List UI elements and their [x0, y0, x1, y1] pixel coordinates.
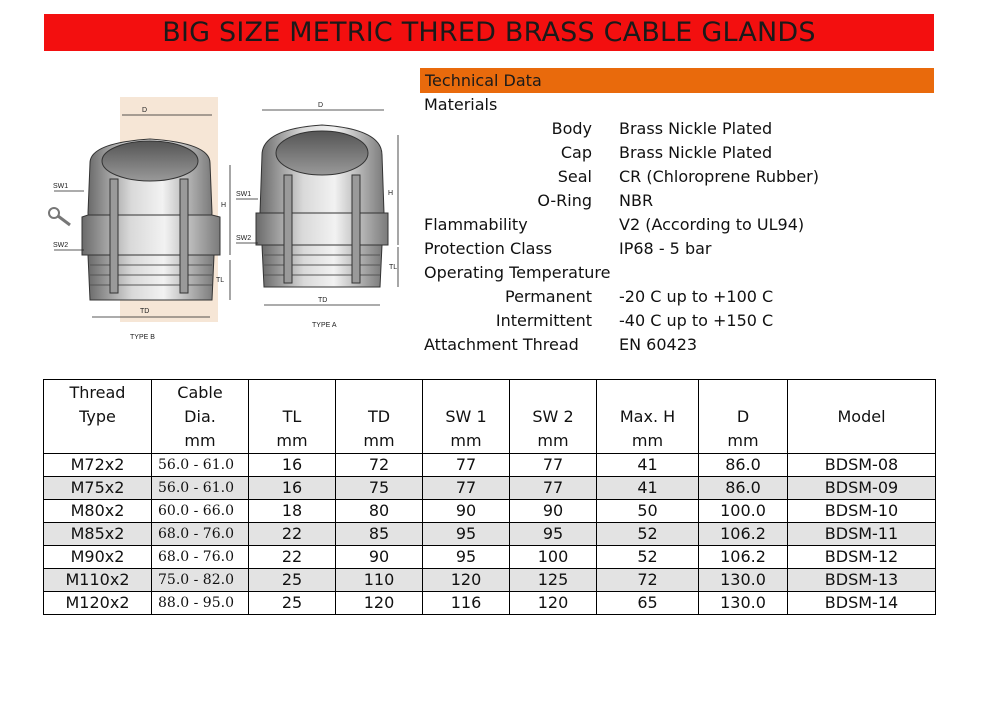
cell-sw1: 77 — [423, 454, 510, 477]
tech-label: Seal — [557, 167, 592, 186]
tech-value: V2 (According to UL94) — [619, 215, 805, 234]
cell-sw1: 116 — [423, 592, 510, 615]
header-td: TD mm — [336, 380, 423, 454]
cell-model: BDSM-11 — [788, 523, 936, 546]
table-row — [44, 592, 936, 615]
table-row — [44, 569, 936, 592]
header-max-h: Max. H mm — [597, 380, 699, 454]
cell-tl: 25 — [249, 592, 336, 615]
technical-data-header: Technical Data — [420, 68, 934, 93]
cell-thread-type: M120x2 — [44, 592, 152, 615]
cell-d: 106.2 — [699, 546, 788, 569]
cell-thread-type: M75x2 — [44, 477, 152, 500]
cell-sw2: 90 — [510, 500, 597, 523]
cell-cable-dia: 56.0 - 61.0 — [152, 477, 249, 500]
cell-cable-dia: 88.0 - 95.0 — [152, 592, 249, 615]
table-row — [44, 500, 936, 523]
header-cable-dia: Cable Dia. mm — [152, 380, 249, 454]
header-thread-type: Thread Type — [44, 380, 152, 454]
table-row — [44, 477, 936, 500]
cell-tl: 16 — [249, 454, 336, 477]
cell-max-h: 52 — [597, 523, 699, 546]
header-d: D mm — [699, 380, 788, 454]
label-h-a: H — [388, 190, 394, 197]
cell-d: 86.0 — [699, 477, 788, 500]
tech-value: NBR — [619, 191, 654, 210]
label-d-b: D — [142, 107, 148, 114]
tech-value: IP68 - 5 bar — [619, 239, 712, 258]
table-row — [44, 546, 936, 569]
tech-row-attachment — [420, 333, 934, 357]
header-tl: TL mm — [249, 380, 336, 454]
cell-max-h: 41 — [597, 477, 699, 500]
cell-model: BDSM-08 — [788, 454, 936, 477]
cell-model: BDSM-10 — [788, 500, 936, 523]
cell-thread-type: M72x2 — [44, 454, 152, 477]
cell-sw2: 77 — [510, 477, 597, 500]
caption-type-a: TYPE A — [312, 322, 337, 329]
cell-max-h: 41 — [597, 454, 699, 477]
table-row — [44, 454, 936, 477]
cell-td: 90 — [336, 546, 423, 569]
tech-value: CR (Chloroprene Rubber) — [619, 167, 819, 186]
cell-tl: 16 — [249, 477, 336, 500]
page-title: BIG SIZE METRIC THRED BRASS CABLE GLANDS — [162, 17, 816, 48]
cell-thread-type: M110x2 — [44, 569, 152, 592]
tech-label: O-Ring — [537, 191, 592, 210]
label-tl-b: TL — [216, 277, 225, 284]
tech-value: -40 C up to +150 C — [619, 311, 774, 330]
tech-row-materials — [420, 93, 934, 117]
cell-max-h: 72 — [597, 569, 699, 592]
wrench-icon — [49, 208, 70, 225]
tech-row-protection — [420, 237, 934, 261]
label-tl-a: TL — [389, 264, 398, 271]
cell-sw2: 125 — [510, 569, 597, 592]
cell-thread-type: M85x2 — [44, 523, 152, 546]
cell-td: 75 — [336, 477, 423, 500]
cell-d: 86.0 — [699, 454, 788, 477]
cell-td: 120 — [336, 592, 423, 615]
cell-sw2: 95 — [510, 523, 597, 546]
cell-sw1: 90 — [423, 500, 510, 523]
tech-value: Brass Nickle Plated — [619, 143, 773, 162]
materials-label: Materials — [424, 95, 498, 114]
title-banner — [44, 14, 934, 51]
tech-row-body — [420, 117, 934, 141]
cell-model: BDSM-13 — [788, 569, 936, 592]
tech-label: Operating Temperature — [424, 263, 611, 282]
cell-d: 100.0 — [699, 500, 788, 523]
cell-max-h: 52 — [597, 546, 699, 569]
cell-cable-dia: 75.0 - 82.0 — [152, 569, 249, 592]
cell-sw1: 95 — [423, 523, 510, 546]
table-header-row — [44, 380, 936, 454]
header-model: Model — [788, 380, 936, 454]
label-sw2-a: SW2 — [236, 235, 252, 242]
cell-cable-dia: 68.0 - 76.0 — [152, 523, 249, 546]
cable-gland-drawing — [40, 95, 418, 353]
type-b-gland — [82, 139, 220, 300]
cell-cable-dia: 68.0 - 76.0 — [152, 546, 249, 569]
tech-row-permanent — [420, 285, 934, 309]
cell-td: 110 — [336, 569, 423, 592]
tech-row-seal — [420, 165, 934, 189]
cell-sw1: 95 — [423, 546, 510, 569]
label-td-a: TD — [318, 297, 328, 304]
cell-tl: 22 — [249, 546, 336, 569]
cell-d: 130.0 — [699, 592, 788, 615]
cell-td: 80 — [336, 500, 423, 523]
cell-sw2: 77 — [510, 454, 597, 477]
tech-row-oring — [420, 189, 934, 213]
cell-sw1: 120 — [423, 569, 510, 592]
cell-tl: 18 — [249, 500, 336, 523]
cell-cable-dia: 56.0 - 61.0 — [152, 454, 249, 477]
label-td-b: TD — [140, 308, 150, 315]
cell-d: 130.0 — [699, 569, 788, 592]
cell-sw2: 120 — [510, 592, 597, 615]
header-sw2: SW 2 mm — [510, 380, 597, 454]
tech-row-operating-temp — [420, 261, 934, 285]
tech-row-cap — [420, 141, 934, 165]
cell-thread-type: M90x2 — [44, 546, 152, 569]
cell-max-h: 50 — [597, 500, 699, 523]
tech-row-intermittent — [420, 309, 934, 333]
cell-d: 106.2 — [699, 523, 788, 546]
cell-max-h: 65 — [597, 592, 699, 615]
label-sw1-a: SW1 — [236, 191, 252, 198]
label-sw1-b: SW1 — [53, 183, 69, 190]
label-h-b: H — [221, 202, 227, 209]
tech-label: Intermittent — [495, 311, 592, 330]
label-sw2-b: SW2 — [53, 242, 69, 249]
tech-label: Body — [551, 119, 592, 138]
tech-label: Flammability — [424, 215, 528, 234]
cell-sw1: 77 — [423, 477, 510, 500]
cell-tl: 25 — [249, 569, 336, 592]
cell-model: BDSM-12 — [788, 546, 936, 569]
label-d-a: D — [318, 102, 324, 109]
tech-label: Permanent — [504, 287, 592, 306]
tech-value: Brass Nickle Plated — [619, 119, 773, 138]
tech-label: Protection Class — [424, 239, 553, 258]
cell-sw2: 100 — [510, 546, 597, 569]
tech-value: EN 60423 — [619, 335, 698, 354]
cell-model: BDSM-09 — [788, 477, 936, 500]
tech-label: Cap — [560, 143, 592, 162]
technical-data-panel — [420, 68, 934, 357]
caption-type-b: TYPE B — [130, 334, 155, 341]
dimension-table — [43, 379, 936, 615]
cell-thread-type: M80x2 — [44, 500, 152, 523]
tech-row-flammability — [420, 213, 934, 237]
cell-td: 85 — [336, 523, 423, 546]
type-a-gland — [256, 125, 388, 287]
tech-value: -20 C up to +100 C — [619, 287, 774, 306]
cell-model: BDSM-14 — [788, 592, 936, 615]
cell-tl: 22 — [249, 523, 336, 546]
header-sw1: SW 1 mm — [423, 380, 510, 454]
cell-cable-dia: 60.0 - 66.0 — [152, 500, 249, 523]
tech-label: Attachment Thread — [424, 335, 579, 354]
cell-td: 72 — [336, 454, 423, 477]
table-row — [44, 523, 936, 546]
